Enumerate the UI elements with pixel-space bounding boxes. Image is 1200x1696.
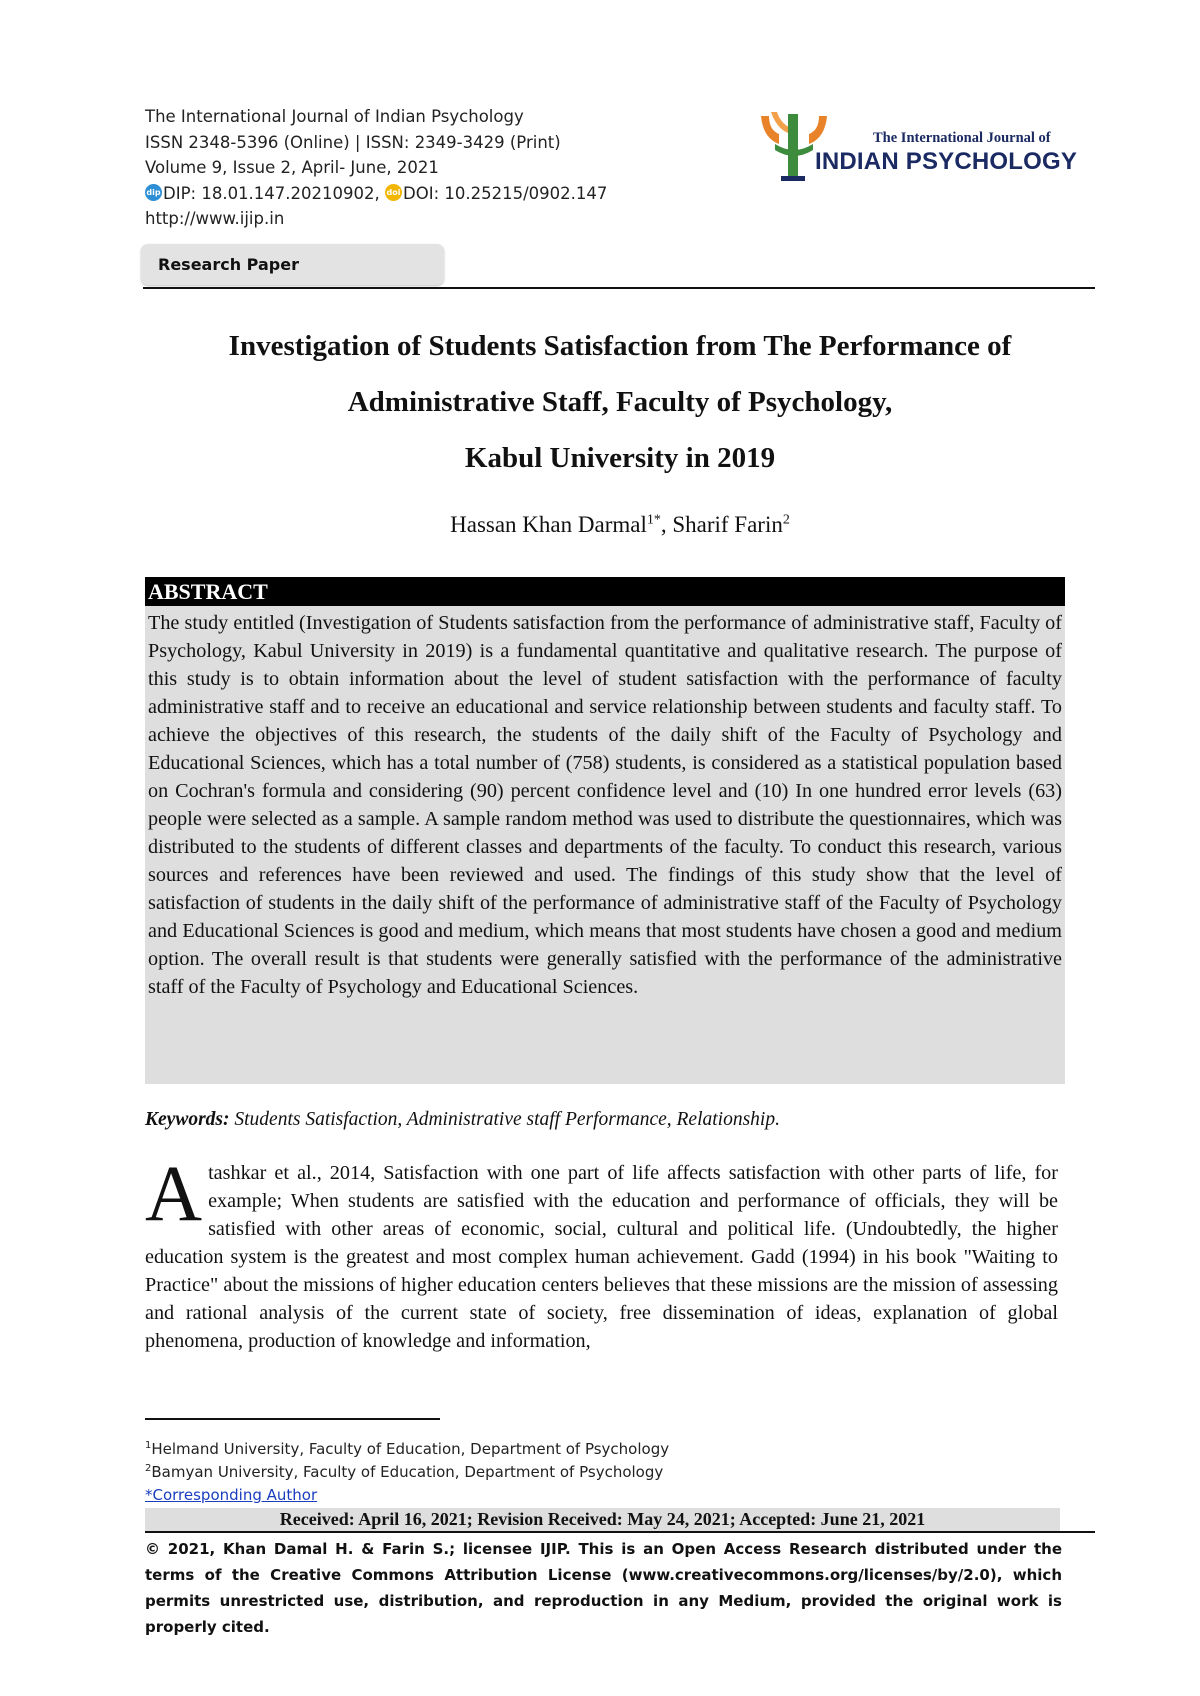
abstract-text: The study entitled (Investigation of Students satisfaction from the performance of administrative staff, Faculty of Psychology, Kabul University in 2019) is a fundamental quantitative and qualitative research. The purpose of this study is to obtain information about the level of student satisfaction with the performance of faculty administrative staff and to receive an educational and service relationship between students and faculty staff. To achieve the objectives of this research, the students of the daily shift of the Faculty of Psychology and Educational Sciences, which has a total number of (758) students, is considered as a statistical population based on Cochran's formula and considering (90) percent confidence level and (10) In one hundred error levels (63) people were selected as a sample. A sample random method was used to distribute the questionnaires, which was distributed to the students of different classes and departments of the faculty. To conduct this research, various sources and references have been reviewed and used. The findings of this study show that the level of satisfaction of students in the daily shift of the performance of administrative staff of the Faculty of Psychology and Educational Sciences is good and medium, which means that most students have chosen a good and medium option. The overall result is that students were generally satisfied with the performance of the administrative staff of the Faculty of Psychology and Educational Sciences. (145, 606, 1065, 1084)
author-name: Sharif Farin (672, 512, 783, 537)
abstract-heading: ABSTRACT (145, 577, 1065, 606)
doi-icon: doi (385, 184, 402, 201)
dip-icon: dip (145, 184, 162, 201)
footnote-mark: 2 (145, 1463, 152, 1474)
article-type-label: Research Paper (158, 255, 299, 274)
footnote-affiliation-2 (145, 1463, 1045, 1481)
keywords (145, 1109, 1065, 1131)
footer-divider (145, 1531, 1095, 1533)
logo-subtitle: The International Journal of (873, 130, 1051, 146)
journal-issn: ISSN 2348-5396 (Online) | ISSN: 2349-3429 (Print) (145, 132, 561, 152)
dip-text[interactable]: DIP: 18.01.147.20210902, (163, 183, 380, 203)
keywords-label: Keywords: (145, 1109, 230, 1130)
corresponding-author-link[interactable]: *Corresponding Author (145, 1486, 318, 1504)
title-line: Investigation of Students Satisfaction from The Performance of (228, 330, 1012, 362)
author-affiliation-mark: 2 (782, 512, 790, 528)
submission-dates: Received: April 16, 2021; Revision Received: May 24, 2021; Accepted: June 21, 2021 (145, 1508, 1060, 1531)
author-list (140, 512, 1100, 538)
title-line: Administrative Staff, Faculty of Psychology, (347, 386, 893, 418)
footnote-divider (145, 1418, 440, 1420)
author-affiliation-mark: 1* (646, 512, 661, 528)
footnote-text: Bamyan University, Faculty of Education, Department of Psychology (151, 1463, 664, 1481)
license-notice: © 2021, Khan Damal H. & Farin S.; licensee IJIP. This is an Open Access Research distributed under the terms of the Creative Commons Attribution License (www.creativecommons.org/licenses/by/2.0), which permits unrestricted use, distribution, and reproduction in any Medium, provided the original work is properly cited. (145, 1540, 1062, 1636)
introduction-paragraph (145, 1151, 1058, 1355)
journal-url[interactable]: http://www.ijip.in (145, 209, 285, 228)
article-type-tab (141, 244, 444, 285)
journal-identifiers (145, 181, 1145, 207)
doi-text[interactable]: DOI: 10.25215/0902.147 (403, 183, 608, 203)
journal-name: The International Journal of Indian Psychology (145, 107, 524, 126)
header-divider (143, 287, 1095, 289)
author-separator: , (660, 512, 673, 537)
footnote-text: Helmand University, Faculty of Education, Department of Psychology (151, 1440, 670, 1458)
introduction-text: tashkar et al., 2014, Satisfaction with one part of life affects satisfaction with other parts of life, for example; When students are satisfied with the education and performance of officials, they will be satisfied with other areas of economic, social, cultural and political life. (Undoubtedly, the higher education system is the greatest and most complex human achievement. Gadd (1994) in his book "Waiting to Practice" about the missions of higher education centers believes that these missions are the mission of assessing and rational analysis of the current state of society, free dissemination of ideas, explanation of global phenomena, production of knowledge and information, (145, 1162, 1058, 1352)
paper-title (140, 318, 1100, 486)
footnote-mark: 1 (145, 1440, 152, 1451)
logo-title: INDIAN PSYCHOLOGY (815, 148, 1078, 175)
drop-cap: A (145, 1151, 203, 1238)
title-line: Kabul University in 2019 (464, 442, 776, 474)
journal-logo (755, 108, 1078, 184)
footnote-affiliation-1 (145, 1440, 1045, 1458)
keywords-text: Students Satisfaction, Administrative staff Performance, Relationship. (229, 1109, 780, 1130)
author-name: Hassan Khan Darmal (450, 512, 647, 537)
journal-volume: Volume 9, Issue 2, April- June, 2021 (145, 158, 439, 177)
corresponding-author-note (145, 1486, 1045, 1504)
